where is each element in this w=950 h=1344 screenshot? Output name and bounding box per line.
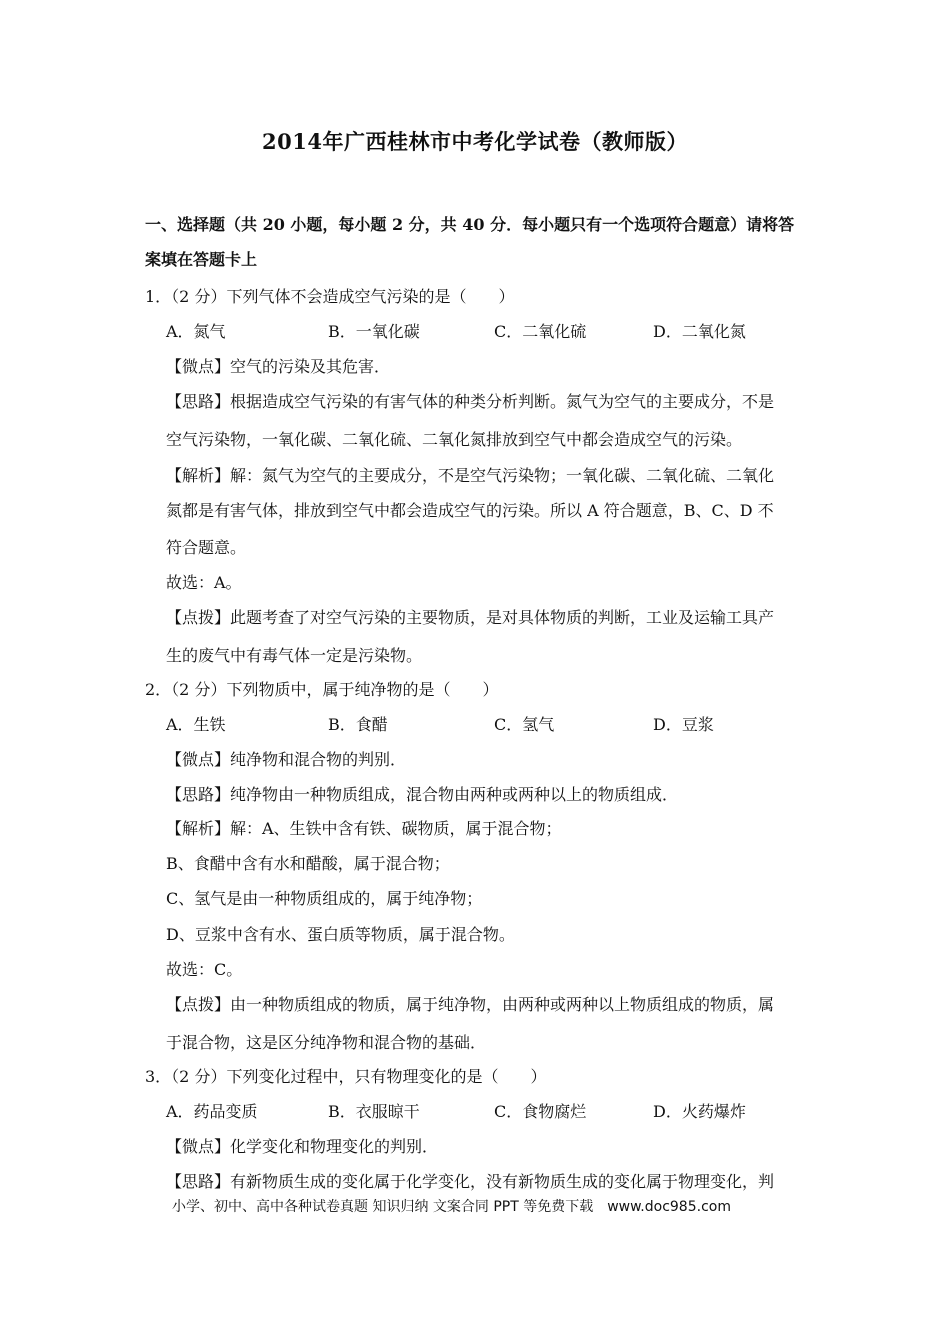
section-heading-line-2: 案填在答题卡上 (145, 250, 258, 269)
q2-option-a: A．生铁 (166, 715, 226, 734)
q3-option-d: D．火药爆炸 (653, 1102, 746, 1121)
q1-option-b: B．一氧化碳 (328, 322, 420, 341)
question-2-options (166, 713, 806, 737)
q1-analysis-line-2: 氮都是有害气体，排放到空气中都会造成空气的污染。所以 A 符合题意，B、C、D 不 (166, 501, 774, 520)
q2-answer: 故选：C。 (166, 960, 243, 979)
q1-option-c: C．二氧化硫 (494, 322, 587, 341)
question-3-stem: 3．（2 分）下列变化过程中，只有物理变化的是（ ） (145, 1067, 547, 1086)
q2-analysis-line-2: B、食醋中含有水和醋酸，属于混合物； (166, 854, 450, 873)
q2-analysis-line-3: C、氢气是由一种物质组成的，属于纯净物； (166, 889, 483, 908)
q2-tip-line-1: 【点拨】由一种物质组成的物质，属于纯净物，由两种或两种以上物质组成的物质，属 (166, 995, 775, 1014)
question-2-stem: 2．（2 分）下列物质中，属于纯净物的是（ ） (145, 680, 499, 699)
q1-analysis-line-1: 【解析】解：氮气为空气的主要成分，不是空气污染物；一氧化碳、二氧化硫、二氧化 (166, 466, 775, 485)
q2-idea-line-1: 【思路】纯净物由一种物质组成，混合物由两种或两种以上的物质组成． (166, 785, 679, 804)
q3-option-c: C．食物腐烂 (494, 1102, 587, 1121)
q2-option-c: C．氢气 (494, 715, 555, 734)
footer-download-note: 小学、初中、高中各种试卷真题 知识归纳 文案合同 PPT 等免费下载 www.doc985.com (172, 1199, 731, 1215)
question-1-options (166, 320, 806, 344)
q1-idea-line-1: 【思路】根据造成空气污染的有害气体的种类分析判断。氮气为空气的主要成分，不是 (166, 392, 775, 411)
q1-idea-line-2: 空气污染物，一氧化碳、二氧化硫、二氧化氮排放到空气中都会造成空气的污染。 (166, 430, 743, 449)
q3-option-a: A．药品变质 (166, 1102, 258, 1121)
q1-point: 【微点】空气的污染及其危害． (166, 357, 391, 376)
q1-tip-line-1: 【点拨】此题考查了对空气污染的主要物质，是对具体物质的判断，工业及运输工具产 (166, 608, 775, 627)
q3-idea-line-1: 【思路】有新物质生成的变化属于化学变化，没有新物质生成的变化属于物理变化，判 (166, 1172, 775, 1191)
q1-answer: 故选：A。 (166, 573, 242, 592)
question-1-stem: 1．（2 分）下列气体不会造成空气污染的是（ ） (145, 287, 515, 306)
q1-tip-line-2: 生的废气中有毒气体一定是污染物。 (166, 646, 423, 665)
q2-option-d: D．豆浆 (653, 715, 714, 734)
q1-analysis-line-3: 符合题意。 (166, 538, 247, 557)
section-heading-line-1: 一、选择题（共 20 小题，每小题 2 分，共 40 分．每小题只有一个选项符合题意）请将答 (145, 215, 795, 234)
section-heading (145, 207, 810, 277)
q2-tip-line-2: 于混合物，这是区分纯净物和混合物的基础． (166, 1033, 487, 1052)
q2-option-b: B．食醋 (328, 715, 388, 734)
q1-option-d: D．二氧化氮 (653, 322, 746, 341)
q3-point: 【微点】化学变化和物理变化的判别． (166, 1137, 439, 1156)
question-3-options (166, 1100, 806, 1124)
q1-option-a: A．氮气 (166, 322, 226, 341)
q2-analysis-line-4: D、豆浆中含有水、蛋白质等物质，属于混合物。 (166, 925, 515, 944)
q2-point: 【微点】纯净物和混合物的判别． (166, 750, 407, 769)
q2-analysis-line-1: 【解析】解：A、生铁中含有铁、碳物质，属于混合物； (166, 819, 562, 838)
q3-option-b: B．衣服晾干 (328, 1102, 420, 1121)
page-title: 2014年广西桂林市中考化学试卷（教师版） (262, 129, 688, 154)
